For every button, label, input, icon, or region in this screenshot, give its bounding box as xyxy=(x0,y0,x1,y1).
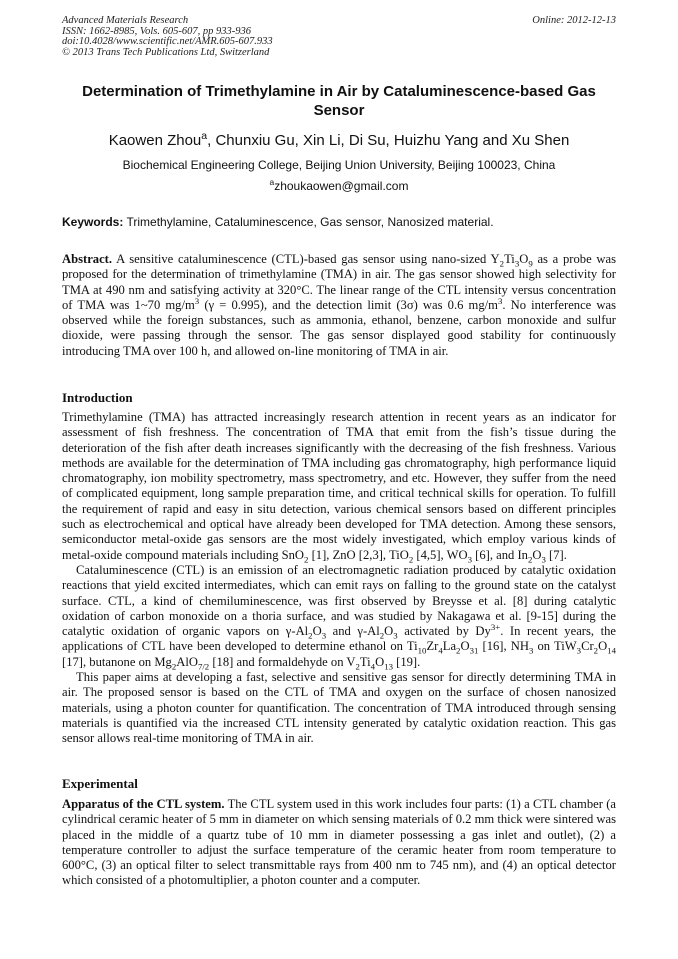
doi-line: doi:10.4028/www.scientific.net/AMR.605-607.933 xyxy=(62,36,273,48)
online-date: Online: 2012-12-13 xyxy=(532,15,616,26)
affiliation: Biochemical Engineering College, Beijing Union University, Beijing 100023, China xyxy=(122,158,556,172)
subscript: 2 xyxy=(456,645,461,656)
journal-name: Advanced Materials Research xyxy=(62,15,189,26)
issn-line: ISSN: 1662-8985, Vols. 605-607, pp 933-936 xyxy=(62,25,251,37)
subscript: 13 xyxy=(384,661,393,672)
subscript: 2 xyxy=(171,661,177,672)
subscript: 3 xyxy=(321,630,327,641)
paragraph-text: O xyxy=(460,639,470,654)
intro-paragraph-1 xyxy=(62,410,616,563)
subscript: 9 xyxy=(528,258,533,269)
journal-header xyxy=(62,16,273,58)
paragraph-text: [6], and In xyxy=(472,547,528,562)
paragraph-text: O xyxy=(312,624,322,639)
superscript: 3 xyxy=(497,295,503,306)
author-list xyxy=(62,131,616,151)
subscript: 3 xyxy=(576,645,582,656)
paragraph-text: [18] and formaldehyde on V xyxy=(209,654,356,669)
keywords xyxy=(62,214,616,230)
paragraph-text: Cataluminescence (CTL) is an emission of an electromagnetic radiation produced by catalytic oxidation reactions that yield excited intermediates, which can emit rays on falling to the ground state on the catalyst surface. CTL, a kind of chemiluminescence, was first observed by Breysse et al. [8] during catalytic oxidation of carbon monoxide on a thoria surface, and was studied by Nakagawa et al. [9-15] during the catalytic oxidation of organic vapors on γ-Al xyxy=(62,562,616,639)
paragraph-text: Trimethylamine (TMA) has attracted increasingly research attention in recent years as an indicator for assessment of fish freshness. The concentration of TMA that emit from the fish’s tissue during the deterioration of the fish after death increases significantly with the decreasing of the fish freshness. Various methods are available for the determination of TMA including gas chromatography, high performance liquid chromatography, ion mobility spectrometry, mass spectrometry, and etc. However, they suffer from the need of complicated equipment, long sample preparation time, and critical technical skills for operation. To fulfill the requirement of rapid and easy in situ detection, various chemical sensors based on different principles such as electrochemical and optical have already been developed for TMA detection. Among these sensors, semiconductor metal-oxide gas sensors are the most widely investigated, which employ various kinds of metal-oxide compound materials including SnO xyxy=(62,410,616,562)
email-address: zhoukaowen@gmail.com xyxy=(274,179,409,193)
subscript: 2 xyxy=(499,258,505,269)
superscript: 3+ xyxy=(490,621,501,632)
subscript: 14 xyxy=(607,645,616,656)
subscript: 3 xyxy=(393,630,398,641)
subscript: 2 xyxy=(379,630,385,641)
abstract-text: O xyxy=(519,252,529,266)
subscript: 3 xyxy=(528,645,534,656)
subscript: 2 xyxy=(308,630,313,641)
paragraph-text: [1], ZnO [2,3], TiO xyxy=(308,547,409,562)
paragraph-text: La xyxy=(442,639,457,654)
paragraph-text: [17], butanone on Mg xyxy=(62,654,172,669)
subscript: 31 xyxy=(469,645,479,656)
introduction-heading: Introduction xyxy=(62,390,133,405)
paragraph-text: activated by Dy xyxy=(397,624,491,639)
paragraph-text: O xyxy=(384,624,394,639)
abstract-text: as a probe was proposed for the determination of trimethylamine (TMA) in air. The gas sensor showed high selectivity for TMA at 490 nm and satisfying activity at 320°C. The linear range of the CTL intensity versus concentration of TMA was 1~70 mg/m xyxy=(62,252,616,312)
author-email xyxy=(62,178,616,194)
subscript: 3 xyxy=(541,554,546,565)
abstract-text: Ti xyxy=(504,252,515,266)
keywords-label: Keywords: xyxy=(62,215,124,229)
first-author: Kaowen Zhou xyxy=(108,132,202,149)
paper-title: Determination of Trimethylamine in Air by Cataluminescence-based Gas Sensor xyxy=(82,83,596,119)
apparatus-text: The CTL system used in this work includes four parts: (1) a CTL chamber (a cylindrical ceramic heater of 5 mm in diameter on which sensing materials of 0.2 mm thick were sintered was placed in the middle of a quartz tube of 10 mm in diameter possessing a gas inlet and outlet), (2) a temperature controller to adjust the surface temperature of the ceramic heater from room temperature to 600°C, (3) an optical filter to select transmittable rays from 400 nm to 745 nm), and (4) an optical detector which consisted of a photomultiplier, a photon counter and a computer. xyxy=(62,797,616,888)
superscript: 3 xyxy=(194,295,200,306)
apparatus-label: Apparatus of the CTL system. xyxy=(62,797,225,811)
email-affil-mark: a xyxy=(269,177,275,187)
subscript: 4 xyxy=(438,645,443,656)
paragraph-text: [16], NH xyxy=(478,639,529,654)
subscript: 3 xyxy=(467,554,472,565)
paragraph-text: . In recent years, the applications of CTL have been developed to determine ethanol on Ti xyxy=(62,624,616,654)
paragraph-text: [7]. xyxy=(545,547,567,562)
paragraph-text: on TiW xyxy=(533,639,577,654)
abstract-text: A sensitive cataluminescence (CTL)-based gas sensor using nano-sized Y xyxy=(116,252,500,266)
subscript: 7/2 xyxy=(197,661,210,672)
paragraph-text: Cr xyxy=(581,639,594,654)
paragraph-text: and γ-Al xyxy=(326,624,380,639)
abstract xyxy=(62,252,616,359)
introduction-body xyxy=(62,410,616,747)
subscript: 2 xyxy=(593,645,599,656)
keywords-text: Trimethylamine, Cataluminescence, Gas sensor, Nanosized material. xyxy=(126,215,494,229)
copyright-line: © 2013 Trans Tech Publications Ltd, Switzerland xyxy=(62,46,270,58)
paragraph-text: [4,5], WO xyxy=(413,547,468,562)
subscript: 2 xyxy=(304,554,309,565)
other-authors: , Chunxiu Gu, Xin Li, Di Su, Huizhu Yang and Xu Shen xyxy=(207,132,570,149)
paragraph-text: AlO xyxy=(176,654,198,669)
experimental-body xyxy=(62,797,616,889)
author-affil-mark: a xyxy=(201,130,208,142)
subscript: 2 xyxy=(527,554,533,565)
paragraph-text: O xyxy=(598,639,608,654)
abstract-text: (γ = 0.995), and the detection limit (3σ) was 0.6 mg/m xyxy=(199,297,498,312)
subscript: 2 xyxy=(408,554,414,565)
subscript: 3 xyxy=(514,258,520,269)
experimental-heading: Experimental xyxy=(62,776,138,791)
subscript: 10 xyxy=(417,645,427,656)
abstract-text: . No interference was observed while the foreign substances, such as ammonia, ethanol, benzene, carbon monoxide and sulfur dioxide, were passing through the sensor. The gas sensor displayed good stability for continuously introducing TMA over 100 h, and allowed on-line monitoring of TMA in air. xyxy=(62,297,616,358)
intro-paragraph-2 xyxy=(62,563,616,670)
paragraph-text: O xyxy=(532,547,542,562)
subscript: 2 xyxy=(355,661,360,672)
paragraph-text: Ti xyxy=(359,654,371,669)
paragraph-text: O xyxy=(375,654,385,669)
paragraph-text: [19]. xyxy=(393,654,421,669)
subscript: 4 xyxy=(370,661,376,672)
apparatus-paragraph xyxy=(62,797,616,889)
abstract-label: Abstract. xyxy=(62,252,113,266)
paragraph-text: Zr xyxy=(426,639,439,654)
intro-paragraph-3: This paper aims at developing a fast, selective and sensitive gas sensor for directly determining TMA in air. The proposed sensor is based on the CTL of TMA and oxygen on the surface of chosen nanosized materials, using a photon counter for quantification. The concentration of TMA introduced through sensing materials is quantified via the increased CTL intensity generated by catalytic oxidation reaction. This gas sensor allows real-time monitoring of TMA in air. xyxy=(62,670,616,746)
